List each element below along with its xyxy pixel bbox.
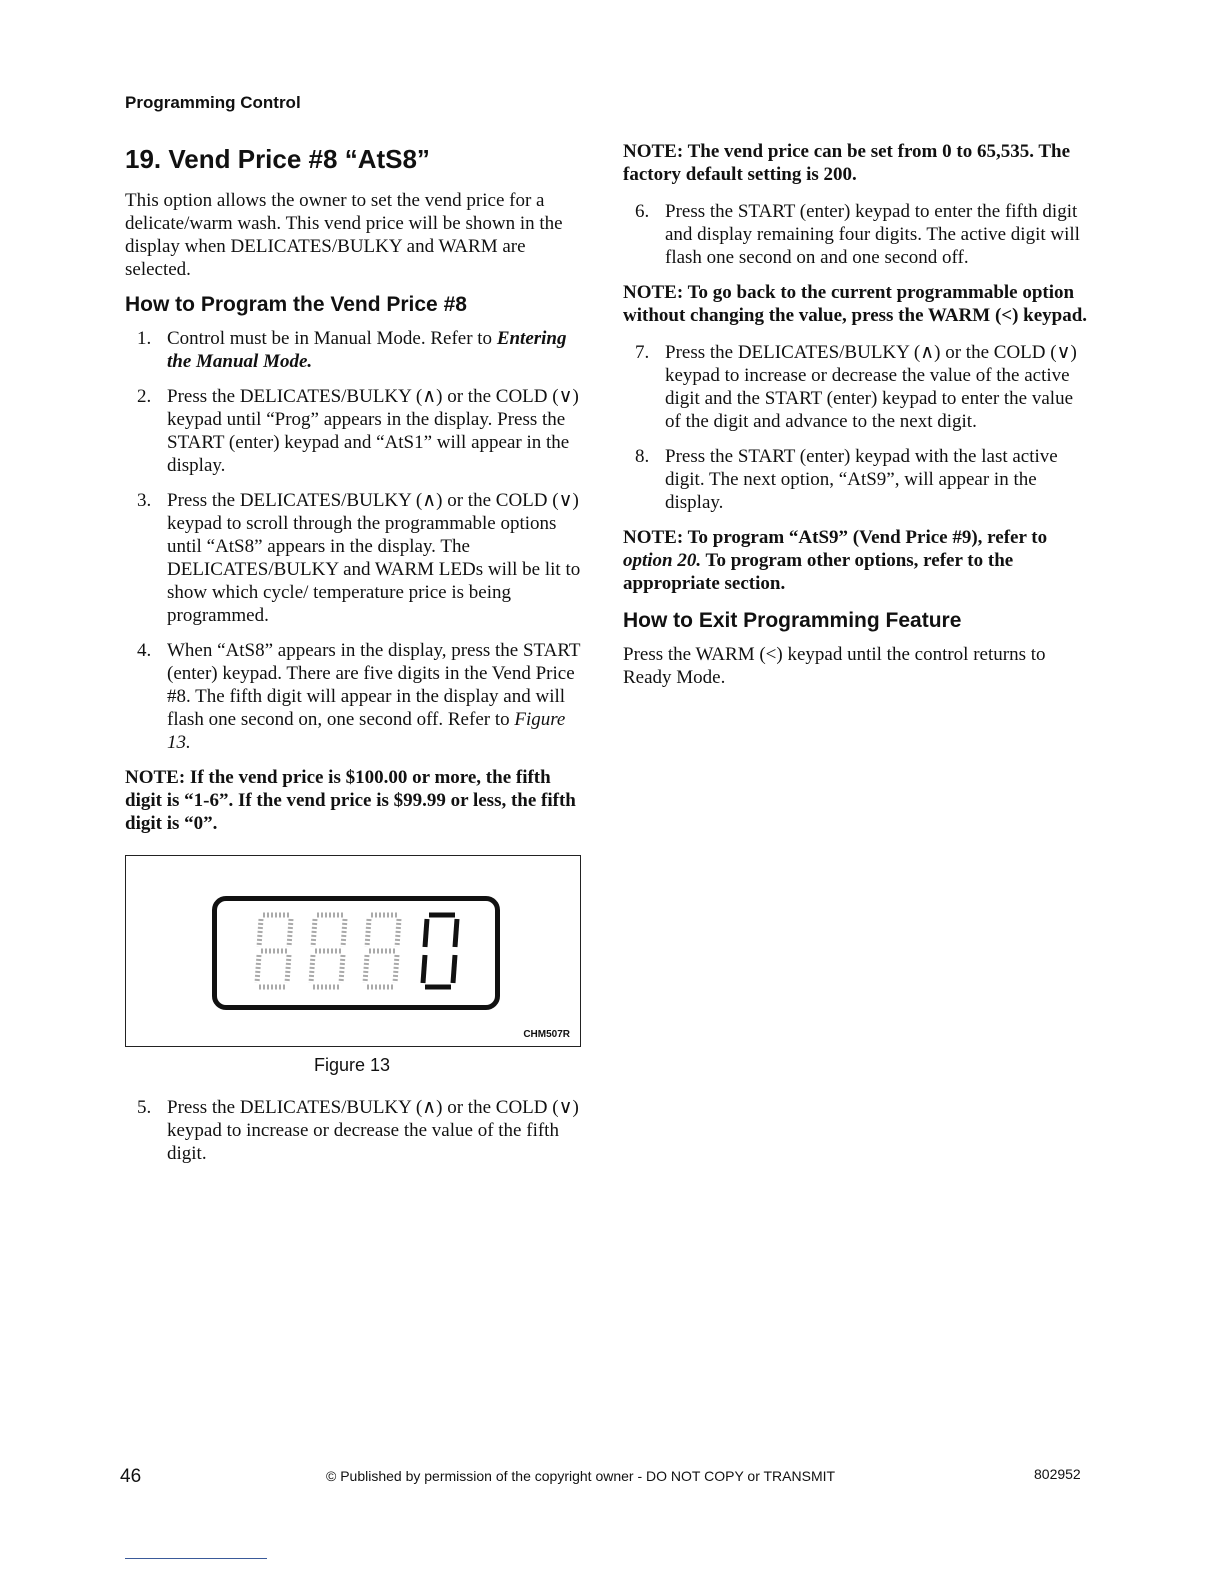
step-text: Press the DELICATES/BULKY (∧) or the COLD (∨) keypad to increase or decrease the value of the active digit and the START (enter) keypad to enter the value of the digit and advance to the next digit. <box>665 342 1077 432</box>
left-column <box>125 140 585 1177</box>
page-title: 19. Vend Price #8 “AtS8” <box>125 144 430 174</box>
page-footer <box>0 1466 1224 1490</box>
step-text: Press the DELICATES/BULKY (∧) or the COLD (∨) keypad to increase or decrease the value of the fifth digit. <box>167 1097 579 1164</box>
seven-segment-digits <box>217 901 495 1005</box>
figure-13 <box>125 855 581 1047</box>
bottom-divider <box>125 1558 267 1559</box>
steps-list-continued <box>125 1096 585 1165</box>
next-option-note <box>623 526 1093 595</box>
step-6 <box>623 200 1093 269</box>
step-text: Press the START (enter) keypad to enter the fifth digit and display remaining four digits. The active digit will flash one second on and one second off. <box>665 201 1080 268</box>
step-text: Control must be in Manual Mode. Refer to <box>167 328 497 349</box>
section-header: Programming Control <box>125 93 301 112</box>
how-to-program-heading: How to Program the Vend Price #8 <box>125 293 467 316</box>
step-5 <box>125 1096 585 1165</box>
exit-heading: How to Exit Programming Feature <box>623 609 962 632</box>
figure-caption: Figure 13 <box>313 1055 391 1075</box>
step-number: 5. <box>137 1097 152 1118</box>
step-number: 2. <box>137 386 152 407</box>
figure-code: CHM507R <box>523 1029 570 1040</box>
document-number: 802952 <box>1034 1466 1081 1482</box>
step-text: Press the START (enter) keypad with the last active digit. The next option, “AtS9”, will appear in the display. <box>665 446 1058 513</box>
steps-list <box>125 327 585 754</box>
step-text: When “AtS8” appears in the display, press the START (enter) keypad. There are five digits in the Vend Price #8. The fifth digit will appear in the display and will flash one second on, one second off. Refer to <box>167 640 581 730</box>
figure-reference: Figure 13. <box>167 709 566 753</box>
dim-digit-3 <box>365 915 399 987</box>
step-number: 6. <box>635 201 650 222</box>
steps-list-right-2 <box>623 341 1093 514</box>
steps-list-right-1 <box>623 200 1093 269</box>
dim-digit-1 <box>257 915 291 987</box>
step-text: Press the DELICATES/BULKY (∧) or the COLD (∨) keypad until “Prog” appears in the display. Press the START (enter) keypad and “AtS1” will appear in the display. <box>167 386 579 476</box>
step-number: 3. <box>137 490 152 511</box>
step-4 <box>125 639 585 754</box>
step-number: 8. <box>635 446 650 467</box>
intro-paragraph: This option allows the owner to set the vend price for a delicate/warm wash. This vend price will be shown in the display when DELICATES/BULKY and WARM are selected. <box>125 190 563 280</box>
step-8 <box>623 445 1093 514</box>
step-3 <box>125 489 585 627</box>
page-number: 46 <box>120 1466 142 1487</box>
step-reference: Entering the Manual Mode. <box>167 328 567 372</box>
step-number: 7. <box>635 342 650 363</box>
note-text-end: To program other options, refer to the appropriate section. <box>623 550 1014 594</box>
vend-price-range-note: NOTE: The vend price can be set from 0 to 65,535. The factory default setting is 200. <box>623 141 1071 185</box>
step-2 <box>125 385 585 477</box>
step-7 <box>623 341 1093 433</box>
step-text: Press the DELICATES/BULKY (∧) or the COLD (∨) keypad to scroll through the programmable options until “AtS8” appears in the display. The DELICATES/BULKY and WARM LEDs will be lit to show which cycle/ temperature price is being programmed. <box>167 490 581 626</box>
step-1 <box>125 327 585 373</box>
exit-paragraph: Press the WARM (<) keypad until the control returns to Ready Mode. <box>623 644 1046 688</box>
lcd-display-illustration <box>212 896 500 1010</box>
option-reference: option 20. <box>623 550 702 571</box>
step-number: 4. <box>137 640 152 661</box>
copyright-notice: © Published by permission of the copyright owner - DO NOT COPY or TRANSMIT <box>326 1468 836 1484</box>
lit-digit-zero <box>423 915 457 987</box>
go-back-note: NOTE: To go back to the current programmable option without changing the value, press the WARM (<) keypad. <box>623 282 1088 326</box>
dim-digit-2 <box>311 915 345 987</box>
right-column <box>623 140 1093 701</box>
note-text: NOTE: To program “AtS9” (Vend Price #9), refer to <box>623 527 1048 548</box>
fifth-digit-note: NOTE: If the vend price is $100.00 or more, the fifth digit is “1-6”. If the vend price is $99.99 or less, the fifth digit is “0”. <box>125 767 576 834</box>
step-number: 1. <box>137 328 152 349</box>
